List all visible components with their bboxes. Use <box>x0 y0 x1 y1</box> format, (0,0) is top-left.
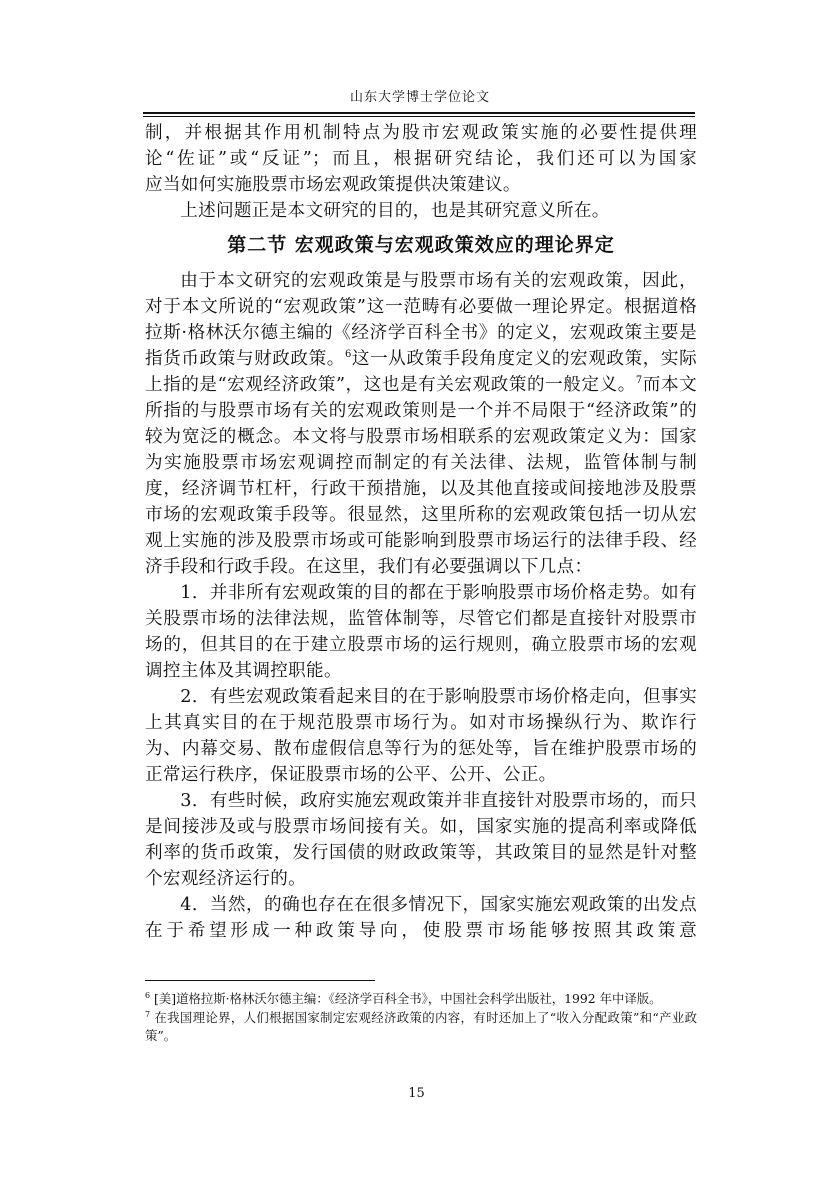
footnote-6-text: [美]道格拉斯·格林沃尔德主编：《经济学百科全书》，中国社会科学出版社，1992 年中译版。 <box>150 991 662 1006</box>
paragraph-3-part-2: 这一从政策手段角度定义的宏观政策，实际上指的是“宏观经济政策”，这也是有关宏观政策的一般定义。 <box>145 349 697 395</box>
footnote-7 <box>145 1009 697 1045</box>
paragraph-3-part-1: 由于本文研究的宏观政策是与股票市场有关的宏观政策，因此，对于本文所说的“宏观政策”这一范畴有必要做一理论界定。根据道格拉斯·格林沃尔德主编的《经济学百科全书》的定义，宏观政策主要是指货币政策与财政政策。 <box>145 271 697 369</box>
point-1: 1．并非所有宏观政策的目的都在于影响股票市场价格走势。如有关股票市场的法律法规，监管体制等，尽管它们都是直接针对股票市场的，但其目的在于建立股票市场的运行规则，确立股票市场的宏观调控主体及其调控职能。 <box>145 583 697 681</box>
paragraph-3-part-3: 而本文所指的与股票市场有关的宏观政策则是一个并不局限于“经济政策”的较为宽泛的概念。本文将与股票市场相联系的宏观政策定义为：国家为实施股票市场宏观调控而制定的有关法律、法规，监管体制与制度，经济调节杠杆，行政干预措施，以及其他直接或间接地涉及股票市场的宏观政策手段等。很显然，这里所称的宏观政策包括一切从宏观上实施的涉及股票市场或可能影响到股票市场运行的法律手段、经济手段和行政手段。在这里，我们有必要强调以下几点： <box>145 375 697 577</box>
paragraph-3 <box>145 268 697 580</box>
section-title: 第二节 宏观政策与宏观政策效应的理论界定 <box>227 234 615 256</box>
header-rule-thick <box>143 112 695 114</box>
paragraph-1-line-3: 应当如何实施股票市场宏观政策提供决策建议。 <box>145 175 521 195</box>
header-rule-thin <box>143 116 695 117</box>
body-text <box>145 120 697 944</box>
paragraph-1-line-2: 论“佐证”或“反证”；而且，根据研究结论，我们还可以为国家 <box>145 149 697 169</box>
footnote-mark-7: 7 <box>145 1009 151 1019</box>
footnote-rule <box>145 980 375 981</box>
paragraph-1-line-1: 制，并根据其作用机制特点为股市宏观政策实施的必要性提供理 <box>145 123 697 143</box>
page-number: 15 <box>408 1086 425 1101</box>
point-2: 2．有些宏观政策看起来目的在于影响股票市场价格走向，但事实上其真实目的在于规范股票市场行为。如对市场操纵行为、欺诈行为、内幕交易、散布虚假信息等行为的惩处等，旨在维护股票市场的正常运行秩序，保证股票市场的公平、公开、公正。 <box>145 687 697 785</box>
point-3: 3．有些时候，政府实施宏观政策并非直接针对股票市场的，而只是间接涉及或与股票市场间接有关。如，国家实施的提高利率或降低利率的货币政策，发行国债的财政政策等，其政策目的显然是针对整个宏观经济运行的。 <box>145 791 697 889</box>
footnote-ref-6[interactable]: 6 <box>344 349 352 361</box>
running-head: 山东大学博士学位论文 <box>349 90 490 105</box>
footnotes <box>145 990 697 1046</box>
footnote-ref-7[interactable]: 7 <box>635 375 643 387</box>
point-4: 4．当然，的确也存在在很多情况下，国家实施宏观政策的出发点在于希望形成一种政策导向，使股票市场能够按照其政策意 <box>145 895 697 941</box>
footnote-7-text: 在我国理论界，人们根据国家制定宏观经济政策的内容，有时还加上了“收入分配政策”和“产业政策”。 <box>145 1010 697 1043</box>
footnote-mark-6: 6 <box>145 990 151 1000</box>
footnote-6 <box>145 990 697 1008</box>
paragraph-2: 上述问题正是本文研究的目的，也是其研究意义所在。 <box>180 201 610 221</box>
